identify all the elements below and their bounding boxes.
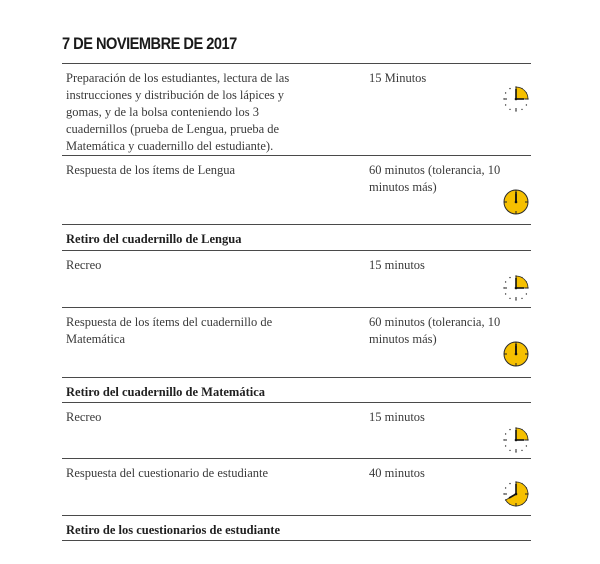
schedule-row xyxy=(62,224,531,250)
schedule-row xyxy=(62,402,531,458)
activity-duration: 60 minutos (tolerancia, 10 minutos más) xyxy=(369,163,501,194)
schedule-table xyxy=(62,63,531,541)
page-title: 7 DE NOVIEMBRE DE 2017 xyxy=(62,34,237,53)
clock-icon xyxy=(501,273,531,303)
schedule-row xyxy=(62,515,531,541)
activity-description: Respuesta del cuestionario de estudiante xyxy=(66,466,269,480)
activity-duration: 60 minutos (tolerancia, 10 minutos más) xyxy=(369,315,501,346)
activity-duration: 40 minutos xyxy=(369,466,425,480)
activity-description: Respuesta de los ítems de Lengua xyxy=(66,163,236,177)
activity-description: Preparación de los estudiantes, lectura de las instrucciones y distribución de los lápices y gomas, y de la bolsa conteniendo los 3 cuadernillos (prueba de Lengua, prueba de Matemática y cuadernillo del estudiante). xyxy=(66,71,290,153)
activity-description: Recreo xyxy=(66,410,102,424)
activity-description: Respuesta de los ítems del cuadernillo de Matemática xyxy=(66,315,273,346)
schedule-row xyxy=(62,155,531,224)
clock-icon xyxy=(501,425,531,455)
activity-description: Retiro del cuadernillo de Matemática xyxy=(66,385,266,399)
schedule-row xyxy=(62,250,531,307)
schedule-row xyxy=(62,458,531,515)
clock-icon xyxy=(501,479,531,509)
schedule-row xyxy=(62,63,531,155)
activity-description: Recreo xyxy=(66,258,102,272)
activity-duration: 15 Minutos xyxy=(369,71,427,85)
clock-icon xyxy=(501,84,531,114)
activity-duration: 15 minutos xyxy=(369,410,425,424)
schedule-row xyxy=(62,377,531,402)
schedule-row xyxy=(62,307,531,377)
activity-description: Retiro de los cuestionarios de estudiante xyxy=(66,523,280,537)
activity-duration: 15 minutos xyxy=(369,258,425,272)
clock-icon xyxy=(501,187,531,217)
clock-icon xyxy=(501,339,531,369)
activity-description: Retiro del cuadernillo de Lengua xyxy=(66,232,242,246)
